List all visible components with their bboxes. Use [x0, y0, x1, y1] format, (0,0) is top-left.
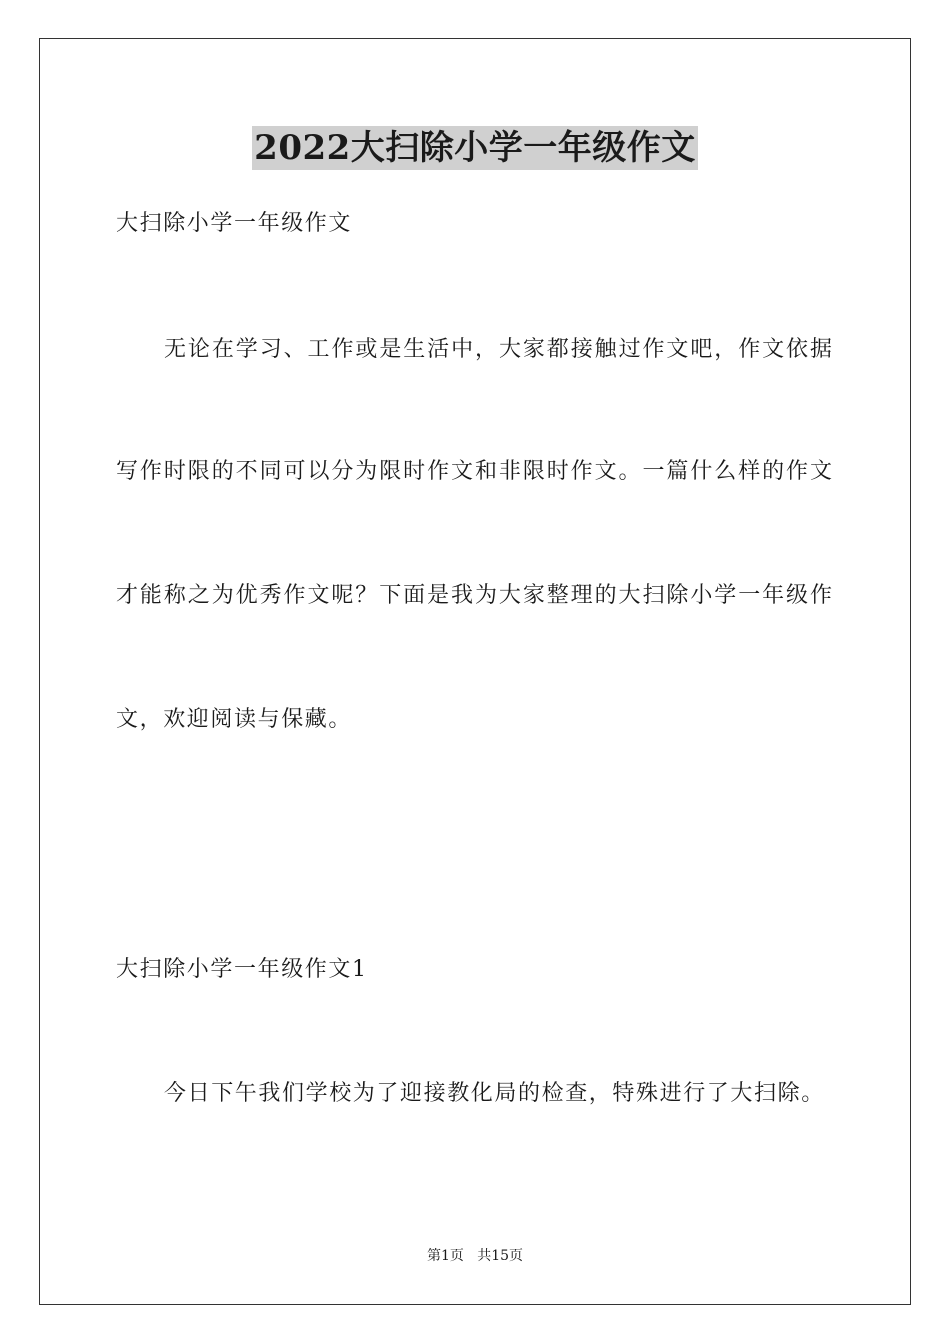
- intro-line-4: 文，欢迎阅读与保藏。: [116, 707, 353, 732]
- page-footer: 第1页 共15页: [426, 1248, 524, 1264]
- section-heading: 大扫除小学一年级作文1: [116, 957, 368, 982]
- intro-line-1: 无论在学习、工作或是生活中，大家都接触过作文吧，作文依据: [164, 337, 832, 362]
- document-title: 2022大扫除小学一年级作文: [254, 128, 696, 168]
- intro-line-3: 才能称之为优秀作文呢？下面是我为大家整理的大扫除小学一年级作: [116, 583, 832, 608]
- title-container: [0, 126, 950, 170]
- section-line-1: 今日下午我们学校为了迎接教化局的检查，特殊进行了大扫除。: [164, 1081, 825, 1106]
- intro-line-2: 写作时限的不同可以分为限时作文和非限时作文。一篇什么样的作文: [116, 459, 832, 484]
- subtitle: 大扫除小学一年级作文: [116, 211, 353, 236]
